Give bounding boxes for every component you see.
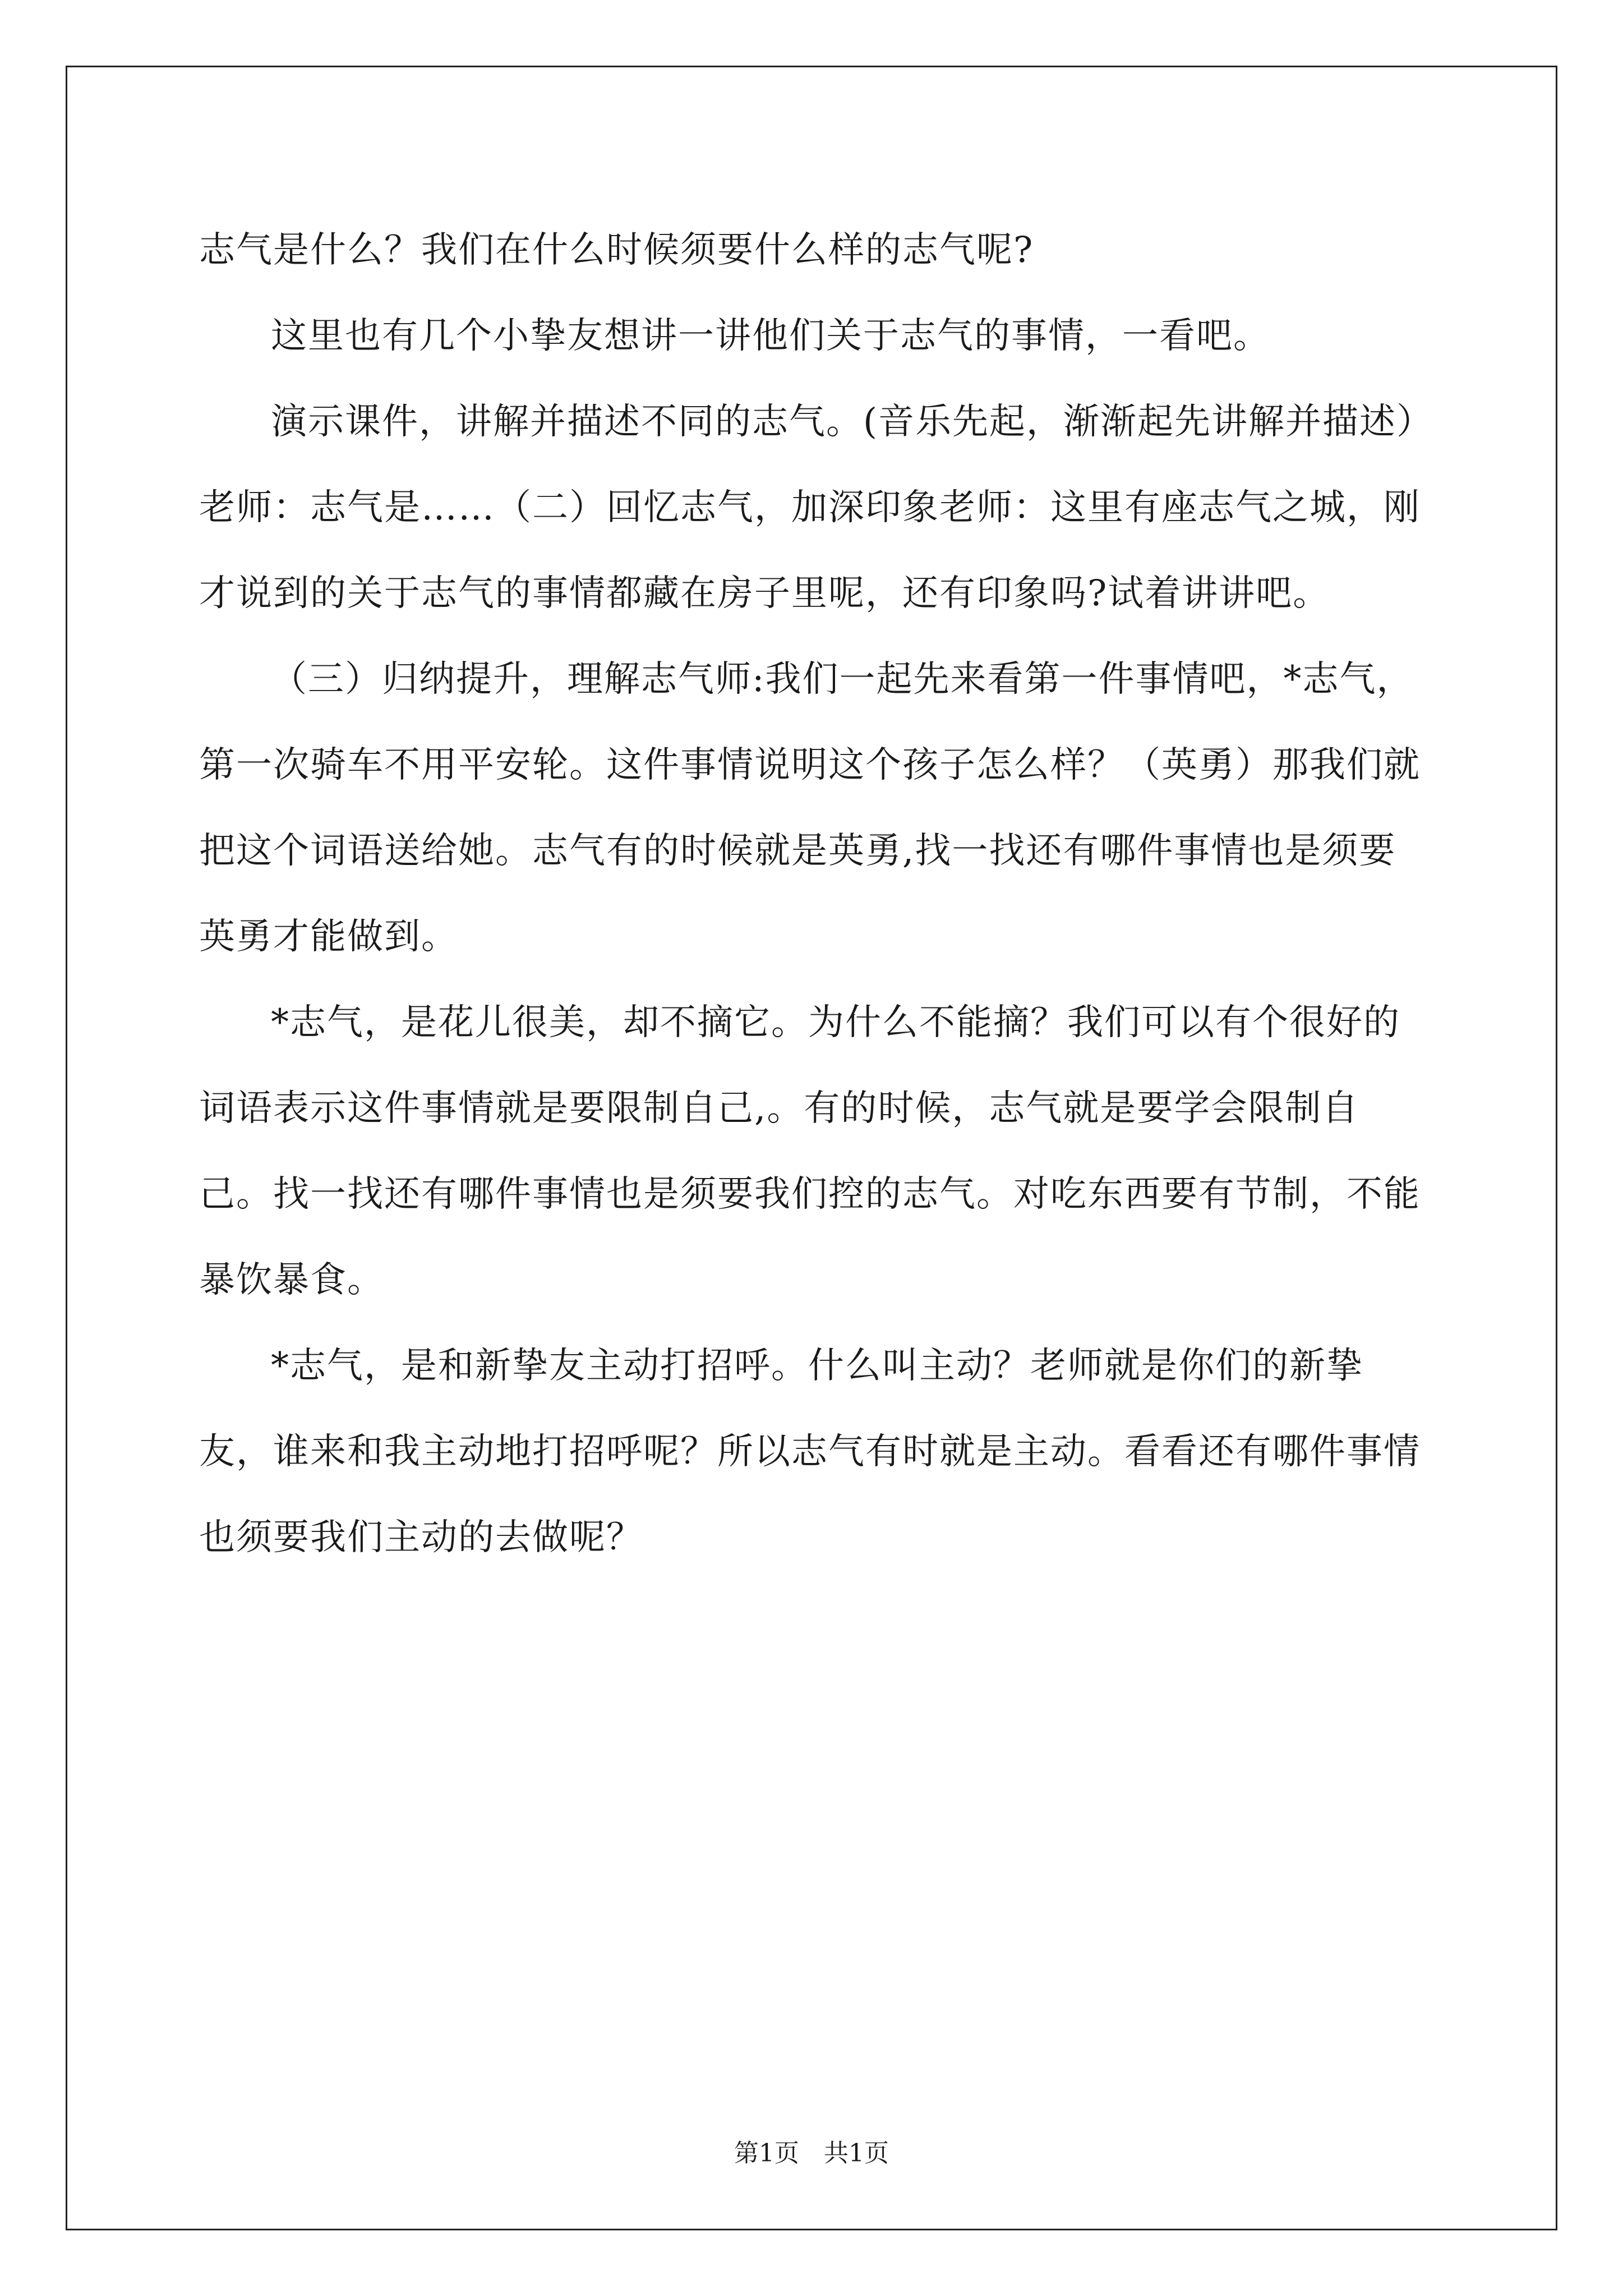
paragraph-2: 这里也有几个小挚友想讲一讲他们关于志气的事情，一看吧。: [271, 315, 1270, 357]
document-body: [199, 208, 1433, 1581]
paragraph-1: 志气是什么？我们在什么时候须要什么样的志气呢?: [199, 229, 1034, 271]
page-number-total: 共1页: [824, 2139, 889, 2168]
paragraph-3: 演示课件，讲解并描述不同的志气。(音乐先起，渐渐起先讲解并描述）老师：志气是……（二）回忆志气，加深印象老师：这里有座志气之城，刚才说到的关于志气的事情都藏在房子里呢，还有印象吗?试着讲讲吧。: [199, 401, 1421, 614]
page-footer: [0, 2133, 1623, 2169]
paragraph-5: *志气，是花儿很美，却不摘它。为什么不能摘？我们可以有个很好的词语表示这件事情就是要限制自己,。有的时候，志气就是要学会限制自己。找一找还有哪件事情也是须要我们控的志气。对吃东西要有节制，不能暴饮暴食。: [199, 1002, 1421, 1301]
page-number-current: 第1页: [734, 2139, 799, 2168]
paragraph-4: （三）归纳提升，理解志气师:我们一起先来看第一件事情吧，*志气，第一次骑车不用平安轮。这件事情说明这个孩子怎么样？（英勇）那我们就把这个词语送给她。志气有的时候就是英勇,找一找还有哪件事情也是须要英勇才能做到。: [199, 659, 1421, 958]
paragraph-6: *志气，是和新挚友主动打招呼。什么叫主动？老师就是你们的新挚友，谁来和我主动地打招呼呢？所以志气有时就是主动。看看还有哪件事情也须要我们主动的去做呢？: [199, 1345, 1421, 1558]
